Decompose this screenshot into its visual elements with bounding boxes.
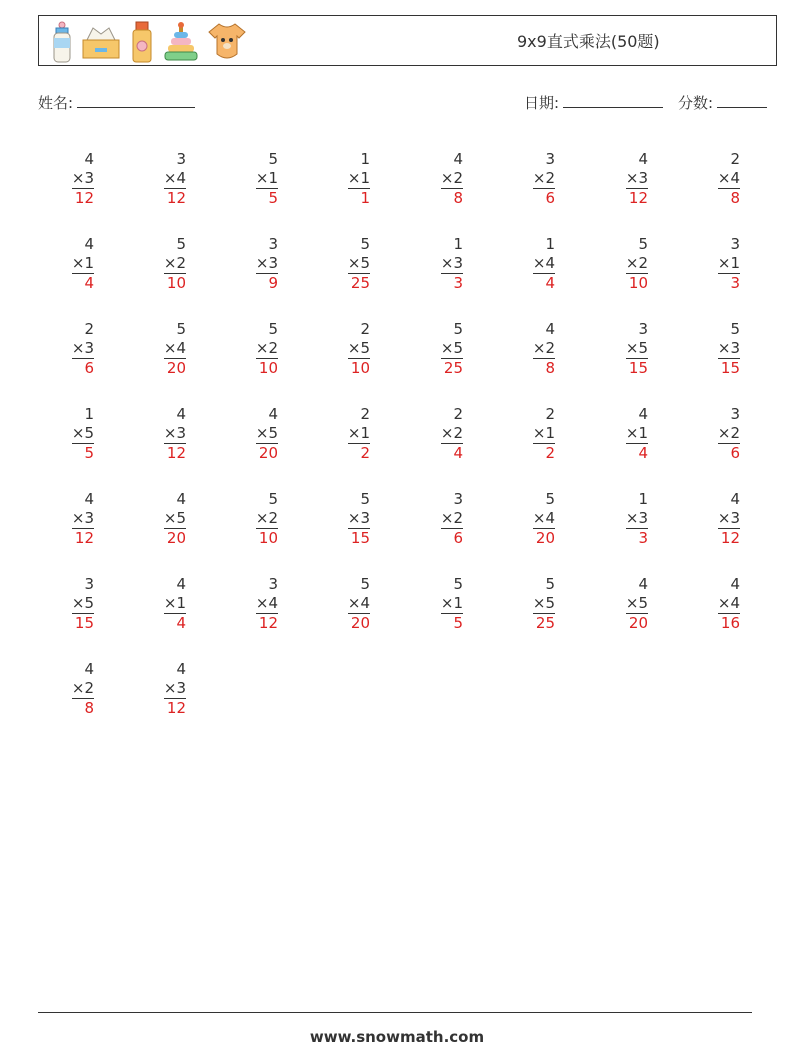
multiplier: ×3 (255, 254, 278, 272)
answer: 9 (256, 273, 278, 294)
problem (700, 235, 740, 294)
multiplier: ×4 (717, 169, 740, 187)
problem (54, 575, 94, 634)
multiplicand: 1 (360, 150, 370, 168)
answer: 8 (441, 188, 463, 209)
multiplier: ×1 (71, 254, 94, 272)
answer: 15 (718, 358, 740, 379)
answer: 8 (533, 358, 555, 379)
multiplier: ×3 (717, 339, 740, 357)
problem (238, 235, 278, 294)
multiplicand: 3 (268, 235, 278, 253)
multiplier: ×2 (532, 339, 555, 357)
multiplicand: 4 (84, 150, 94, 168)
answer: 12 (164, 443, 186, 464)
multiplicand: 4 (545, 320, 555, 338)
multiplier: ×4 (163, 339, 186, 357)
date-label: 日期: (524, 94, 560, 112)
multiplicand: 3 (176, 150, 186, 168)
problem (515, 405, 555, 464)
answer: 6 (72, 358, 94, 379)
multiplicand: 4 (638, 575, 648, 593)
multiplicand: 1 (84, 405, 94, 423)
multiplicand: 3 (84, 575, 94, 593)
multiplicand: 2 (730, 150, 740, 168)
answer: 5 (441, 613, 463, 634)
problem (700, 150, 740, 209)
problem (238, 405, 278, 464)
answer: 3 (718, 273, 740, 294)
multiplier: ×5 (347, 254, 370, 272)
answer: 25 (533, 613, 555, 634)
multiplier: ×3 (347, 509, 370, 527)
problem (423, 320, 463, 379)
multiplicand: 4 (84, 660, 94, 678)
answer: 4 (164, 613, 186, 634)
answer: 5 (72, 443, 94, 464)
answer: 12 (718, 528, 740, 549)
multiplicand: 5 (453, 575, 463, 593)
problem (54, 490, 94, 549)
multiplier: ×1 (163, 594, 186, 612)
multiplier: ×3 (163, 424, 186, 442)
multiplier: ×3 (163, 679, 186, 697)
multiplicand: 4 (268, 405, 278, 423)
multiplier: ×2 (532, 169, 555, 187)
multiplicand: 5 (545, 575, 555, 593)
multiplicand: 4 (176, 575, 186, 593)
multiplier: ×3 (625, 169, 648, 187)
multiplier: ×2 (255, 509, 278, 527)
multiplicand: 2 (453, 405, 463, 423)
multiplier: ×4 (532, 509, 555, 527)
multiplicand: 4 (638, 150, 648, 168)
answer: 2 (348, 443, 370, 464)
answer: 8 (72, 698, 94, 719)
problem (423, 235, 463, 294)
problem (423, 490, 463, 549)
multiplier: ×3 (71, 169, 94, 187)
answer: 12 (256, 613, 278, 634)
multiplier: ×5 (71, 594, 94, 612)
problem (515, 150, 555, 209)
answer: 1 (348, 188, 370, 209)
problem (238, 575, 278, 634)
multiplicand: 5 (360, 575, 370, 593)
name-label: 姓名: (38, 94, 74, 112)
multiplier: ×2 (717, 424, 740, 442)
multiplier: ×2 (163, 254, 186, 272)
problem (146, 405, 186, 464)
multiplicand: 3 (638, 320, 648, 338)
multiplicand: 4 (176, 490, 186, 508)
multiplicand: 4 (638, 405, 648, 423)
answer: 3 (441, 273, 463, 294)
multiplicand: 5 (545, 490, 555, 508)
multiplier: ×2 (71, 679, 94, 697)
problem (238, 320, 278, 379)
problem (330, 235, 370, 294)
multiplicand: 3 (730, 235, 740, 253)
multiplier: ×2 (255, 339, 278, 357)
answer: 12 (164, 188, 186, 209)
footer-site: www.snowmath.com (309, 1028, 485, 1046)
multiplier: ×1 (717, 254, 740, 272)
answer: 20 (533, 528, 555, 549)
answer: 15 (72, 613, 94, 634)
multiplicand: 5 (360, 235, 370, 253)
answer: 10 (348, 358, 370, 379)
multiplier: ×5 (625, 594, 648, 612)
problem (238, 150, 278, 209)
problem (423, 405, 463, 464)
problem (608, 490, 648, 549)
multiplier: ×5 (347, 339, 370, 357)
answer: 25 (348, 273, 370, 294)
multiplicand: 2 (360, 320, 370, 338)
multiplicand: 3 (453, 490, 463, 508)
answer: 12 (626, 188, 648, 209)
multiplicand: 1 (545, 235, 555, 253)
problem (146, 490, 186, 549)
answer: 10 (626, 273, 648, 294)
multiplicand: 5 (268, 490, 278, 508)
problem (608, 320, 648, 379)
multiplicand: 4 (453, 150, 463, 168)
multiplicand: 4 (730, 575, 740, 593)
problem (330, 405, 370, 464)
answer: 6 (533, 188, 555, 209)
multiplier: ×4 (717, 594, 740, 612)
problem (608, 150, 648, 209)
multiplicand: 2 (360, 405, 370, 423)
score-label: 分数: (678, 94, 714, 112)
answer: 20 (164, 358, 186, 379)
problem (608, 405, 648, 464)
multiplicand: 1 (638, 490, 648, 508)
problem (238, 490, 278, 549)
multiplier: ×4 (255, 594, 278, 612)
answer: 20 (164, 528, 186, 549)
multiplicand: 5 (360, 490, 370, 508)
answer: 20 (256, 443, 278, 464)
answer: 12 (72, 188, 94, 209)
answer: 6 (441, 528, 463, 549)
multiplicand: 4 (84, 490, 94, 508)
answer: 12 (164, 698, 186, 719)
multiplicand: 3 (545, 150, 555, 168)
problem (423, 575, 463, 634)
multiplier: ×2 (440, 509, 463, 527)
answer: 20 (348, 613, 370, 634)
problem (54, 405, 94, 464)
problem (700, 575, 740, 634)
problem (700, 405, 740, 464)
multiplier: ×3 (717, 509, 740, 527)
multiplicand: 5 (638, 235, 648, 253)
multiplier: ×5 (440, 339, 463, 357)
worksheet-title: 9x9直式乘法(50题) (517, 32, 660, 51)
problem (515, 490, 555, 549)
problem (54, 235, 94, 294)
answer: 10 (256, 528, 278, 549)
problem (54, 320, 94, 379)
multiplicand: 5 (730, 320, 740, 338)
problem (700, 490, 740, 549)
problem (700, 320, 740, 379)
multiplier: ×2 (440, 169, 463, 187)
multiplicand: 2 (84, 320, 94, 338)
multiplier: ×5 (71, 424, 94, 442)
problem (146, 235, 186, 294)
multiplier: ×4 (163, 169, 186, 187)
answer: 5 (256, 188, 278, 209)
answer: 4 (533, 273, 555, 294)
multiplier: ×3 (440, 254, 463, 272)
multiplicand: 4 (84, 235, 94, 253)
multiplier: ×4 (347, 594, 370, 612)
problem (330, 575, 370, 634)
multiplier: ×1 (532, 424, 555, 442)
multiplicand: 3 (268, 575, 278, 593)
answer: 8 (718, 188, 740, 209)
problem (54, 660, 94, 719)
multiplicand: 5 (268, 320, 278, 338)
problem (330, 320, 370, 379)
multiplicand: 2 (545, 405, 555, 423)
answer: 10 (164, 273, 186, 294)
answer: 20 (626, 613, 648, 634)
answer: 25 (441, 358, 463, 379)
answer: 6 (718, 443, 740, 464)
answer: 16 (718, 613, 740, 634)
multiplicand: 5 (176, 320, 186, 338)
problem (330, 490, 370, 549)
answer: 4 (441, 443, 463, 464)
multiplier: ×1 (625, 424, 648, 442)
multiplier: ×5 (532, 594, 555, 612)
multiplier: ×3 (71, 339, 94, 357)
answer: 15 (626, 358, 648, 379)
multiplier: ×2 (440, 424, 463, 442)
multiplicand: 5 (176, 235, 186, 253)
answer: 10 (256, 358, 278, 379)
problem (608, 575, 648, 634)
multiplier: ×5 (163, 509, 186, 527)
problem (515, 575, 555, 634)
problem (423, 150, 463, 209)
problem (54, 150, 94, 209)
problem (146, 660, 186, 719)
multiplier: ×5 (255, 424, 278, 442)
answer: 2 (533, 443, 555, 464)
answer: 4 (626, 443, 648, 464)
answer: 15 (348, 528, 370, 549)
multiplicand: 3 (730, 405, 740, 423)
problem (330, 150, 370, 209)
problem (608, 235, 648, 294)
multiplier: ×5 (625, 339, 648, 357)
multiplier: ×1 (440, 594, 463, 612)
multiplicand: 1 (453, 235, 463, 253)
multiplier: ×1 (347, 424, 370, 442)
problem (146, 150, 186, 209)
problem (515, 320, 555, 379)
multiplier: ×4 (532, 254, 555, 272)
multiplicand: 4 (176, 660, 186, 678)
multiplier: ×3 (625, 509, 648, 527)
footer-divider (38, 1012, 752, 1013)
problem (146, 575, 186, 634)
multiplier: ×2 (625, 254, 648, 272)
multiplier: ×1 (255, 169, 278, 187)
answer: 4 (72, 273, 94, 294)
answer: 12 (72, 528, 94, 549)
multiplicand: 5 (453, 320, 463, 338)
multiplier: ×3 (71, 509, 94, 527)
answer: 3 (626, 528, 648, 549)
multiplicand: 5 (268, 150, 278, 168)
problem (146, 320, 186, 379)
multiplicand: 4 (730, 490, 740, 508)
multiplier: ×1 (347, 169, 370, 187)
problem (515, 235, 555, 294)
multiplicand: 4 (176, 405, 186, 423)
